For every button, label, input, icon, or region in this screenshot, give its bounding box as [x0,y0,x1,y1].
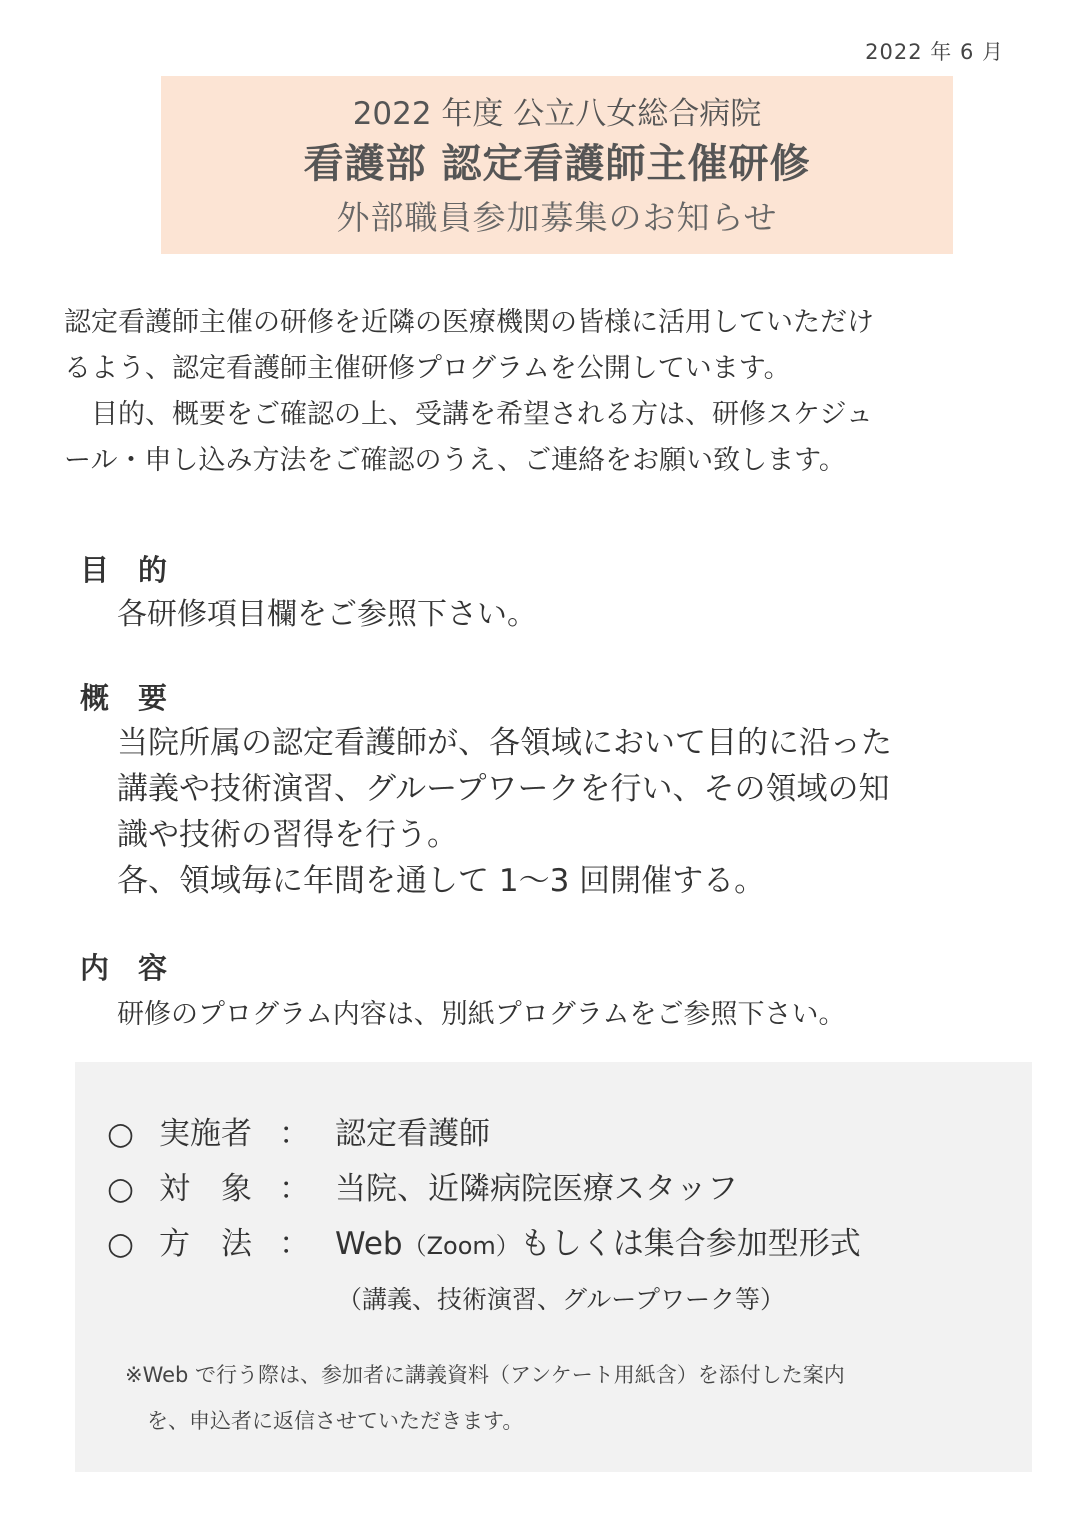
title-main: 看護部 認定看護師主催研修 [303,141,811,187]
date-label: 2022 年 6 月 [865,40,1004,64]
overview-line: 各、領域毎に年間を通して 1～3 回開催する。 [117,863,766,899]
title-year-hospital: 2022 年度 公立八女総合病院 [352,96,762,132]
purpose-text: 各研修項目欄をご参照下さい。 [117,597,537,632]
info-method-detail: （講義、技術演習、グループワーク等） [337,1285,786,1314]
note-line: ※Web で行う際は、参加者に講義資料（アンケート用紙含）を添付した案内 [125,1363,845,1387]
content-body [117,992,1017,1038]
intro-line: るよう、認定看護師主催研修プログラムを公開しています。 [64,353,791,384]
info-box [75,1062,1032,1472]
intro-line: ール・申し込み方法をご確認のうえ、ご連絡をお願い致します。 [64,445,846,476]
intro-line: 目的、概要をご確認の上、受講を希望される方は、研修スケジュ [64,399,873,430]
info-label: 対 象 [159,1171,252,1207]
info-label: 方 法 [159,1226,252,1262]
info-label: 実施者 [159,1116,252,1152]
purpose-body [117,592,1017,638]
purpose-heading: 目 的 [80,553,168,587]
title-subtitle: 外部職員参加募集のお知らせ [336,198,778,237]
info-value: 当院、近隣病院医療スタッフ [335,1171,738,1207]
info-row-target [107,1163,738,1208]
circle-icon: ○ [107,1226,135,1262]
intro-line: 認定看護師主催の研修を近隣の医療機関の皆様に活用していただけ [64,307,874,338]
info-note [125,1352,995,1444]
info-separator: ： [279,1171,310,1207]
info-value-zoom: （Zoom） [402,1232,520,1260]
overview-body [117,720,1017,904]
info-separator: ： [279,1226,310,1262]
overview-line: 講義や技術演習、グループワークを行い、その領域の知 [117,771,890,807]
overview-heading: 概 要 [80,681,168,715]
circle-icon: ○ [107,1116,135,1152]
intro-text [64,300,1034,484]
content-text: 研修のプログラム内容は、別紙プログラムをご参照下さい。 [117,999,846,1030]
note-line: を、申込者に返信させていただきます。 [147,1409,524,1433]
info-value: 認定看護師 [335,1116,490,1152]
overview-line: 当院所属の認定看護師が、各領域において目的に沿った [117,725,892,761]
info-value-web: Web [335,1226,403,1262]
content-heading: 内 容 [80,951,168,985]
info-row-presenter [107,1108,490,1153]
info-row-method [107,1218,861,1263]
info-value-method: もしくは集合参加型形式 [519,1226,861,1262]
overview-line: 識や技術の習得を行う。 [117,817,458,853]
info-separator: ： [279,1116,310,1152]
circle-icon: ○ [107,1171,135,1207]
title-banner [161,76,953,254]
